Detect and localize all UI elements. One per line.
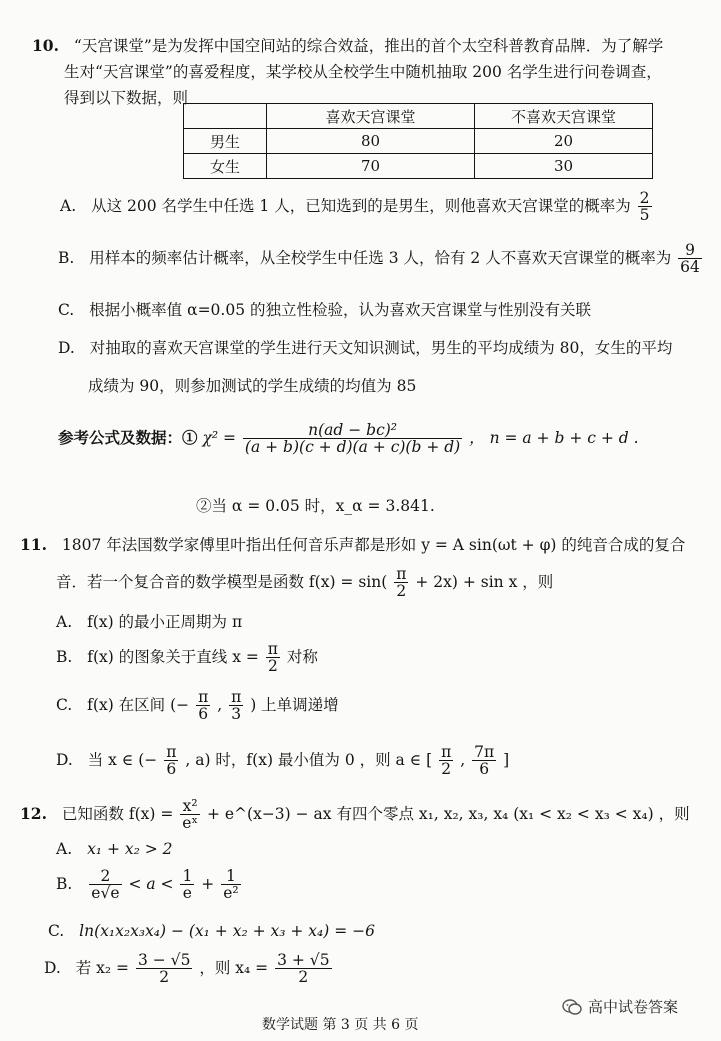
inequality: < a < <box>128 874 174 893</box>
option-text: 对抽取的喜欢天宫课堂的学生进行天文知识测试，男生的平均成绩为 80，女生的平均 <box>89 339 673 357</box>
fraction <box>266 641 280 675</box>
option-label: C. <box>48 922 65 940</box>
table-row <box>184 154 653 179</box>
denominator: 2 <box>298 968 309 987</box>
plus-sign: + <box>201 874 215 893</box>
option-label: B. <box>56 647 73 666</box>
option-text-end: 对称 <box>286 647 318 666</box>
table-header-like: 喜欢天宫课堂 <box>267 104 475 129</box>
option-text: f(x) 在区间 (− <box>87 695 190 714</box>
q10-stem-line3: 得到以下数据，则 <box>64 89 189 107</box>
q11-option-c <box>56 689 339 723</box>
comma: , <box>460 750 466 769</box>
denominator: e² <box>223 884 239 903</box>
q12-stem-a: 已知函数 f(x) = <box>61 804 174 823</box>
q11-option-a <box>56 610 242 632</box>
q10-option-c <box>58 298 591 320</box>
denominator: (a + b)(c + d)(a + c)(b + d) <box>244 438 461 457</box>
fraction <box>196 689 210 723</box>
q11-stem-b: + 2x) + sin x ，则 <box>415 572 554 591</box>
option-label: D. <box>58 339 75 357</box>
table-row <box>184 129 653 154</box>
table-cell: 30 <box>475 154 653 179</box>
numerator: x² <box>180 798 200 815</box>
option-text-mid: ，则 x₄ = <box>199 958 269 977</box>
table-cell: 女生 <box>184 154 267 179</box>
option-text: ln(x₁x₂x₃x₄) − (x₁ + x₂ + x₃ + x₄) = −6 <box>79 922 375 940</box>
numerator: 2 <box>89 868 121 885</box>
q11-option-d <box>56 744 509 778</box>
numerator: 2 <box>639 189 650 207</box>
reference-label: 参考公式及数据：① <box>58 427 198 447</box>
q11-stem-line1: 1807 年法国数学家傅里叶指出任何音乐声都是形如 y = A sin(ωt + φ) 的纯音合成的复合 <box>61 536 686 554</box>
q12-option-d <box>44 952 334 986</box>
table-header-blank <box>184 104 267 129</box>
numerator: π <box>166 743 177 761</box>
brand-name: 高中试卷答案 <box>588 998 679 1016</box>
q10-reference-formula <box>58 422 639 456</box>
q10-option-d-line1 <box>58 336 672 358</box>
q12-option-b <box>56 868 243 902</box>
numerator: 1 <box>221 868 240 885</box>
option-label: A. <box>60 196 77 215</box>
denominator: 6 <box>166 760 177 779</box>
numerator: π <box>267 640 278 658</box>
q11-stem-a: 音．若一个复合音的数学模型是函数 f(x) = sin( <box>56 572 388 591</box>
q10-option-a <box>60 190 654 224</box>
n-definition: ， n = a + b + c + d . <box>469 428 639 447</box>
option-text: 根据小概率值 α=0.05 的独立性检验，认为喜欢天宫课堂与性别没有关联 <box>89 301 591 319</box>
denominator: 3 <box>231 705 242 724</box>
comma: , <box>217 695 223 714</box>
option-text: 从这 200 名学生中任选 1 人，已知选到的是男生，则他喜欢天宫课堂的概率为 <box>91 196 631 215</box>
denominator: 64 <box>680 258 700 277</box>
option-text: 若 x₂ = <box>75 958 130 977</box>
denominator: 2 <box>159 968 170 987</box>
table-header-dislike: 不喜欢天宫课堂 <box>475 104 653 129</box>
fraction <box>439 744 453 778</box>
numerator: 1 <box>182 867 193 885</box>
option-label: B. <box>56 874 73 893</box>
option-label: D. <box>44 958 61 977</box>
numerator: 3 + √5 <box>277 951 330 969</box>
option-label: D. <box>56 750 73 769</box>
denominator: 2 <box>396 582 407 601</box>
option-label: A. <box>56 613 73 631</box>
q12-number: 12. <box>20 803 47 823</box>
numerator: π <box>396 565 407 583</box>
option-label: C. <box>58 301 75 319</box>
chi-square-fraction <box>243 422 462 456</box>
numerator: π <box>198 688 209 706</box>
table-cell: 男生 <box>184 129 267 154</box>
fraction <box>638 190 652 224</box>
table-cell: 20 <box>475 129 653 154</box>
denominator: 5 <box>639 206 650 225</box>
denominator: 6 <box>479 760 490 779</box>
numerator: π <box>441 743 452 761</box>
q12-option-a <box>56 840 173 858</box>
option-label: B. <box>58 248 75 267</box>
option-text: f(x) 的最小正周期为 π <box>87 613 243 631</box>
page-footer: 数学试题 第 3 页 共 6 页 <box>262 1017 419 1033</box>
q10-data-table <box>183 103 653 179</box>
brand-badge <box>562 996 678 1017</box>
table-cell: 80 <box>267 129 475 154</box>
q12-option-c <box>48 922 375 940</box>
denominator: 2 <box>441 760 452 779</box>
q12-stem-b: + e^(x−3) − ax 有四个零点 x₁, x₂, x₃, x₄ (x₁ < x₂ < x₃ < x₄) ，则 <box>206 804 690 823</box>
numerator: 3 − √5 <box>137 951 191 969</box>
q10-line1 <box>32 34 663 56</box>
option-text-mid: , a) 时，f(x) 最小值为 0 ，则 a ∈ [ <box>185 750 433 769</box>
chi-square-symbol: χ² = <box>202 428 236 447</box>
fraction <box>164 744 178 778</box>
option-text: x₁ + x₂ > 2 <box>87 840 173 858</box>
fraction <box>275 952 331 986</box>
option-text-end: ] <box>503 750 510 769</box>
q11-option-b <box>56 641 318 675</box>
fraction <box>472 744 496 778</box>
fraction <box>180 798 200 832</box>
q10-option-b <box>58 242 704 276</box>
denominator: e√e <box>91 884 120 903</box>
fraction <box>678 242 702 276</box>
option-text: 当 x ∈ (− <box>87 750 158 769</box>
numerator: 7π <box>474 743 495 761</box>
option-text: f(x) 的图象关于直线 x = <box>87 647 259 666</box>
wechat-icon <box>562 998 582 1016</box>
q10-number: 10. <box>32 36 59 55</box>
q10-stem-line1: “天宫课堂”是为发挥中国空间站的综合效益，推出的首个太空科普教育品牌．为了解学 <box>73 37 664 55</box>
numerator: n(ad − bc)² <box>243 422 462 439</box>
q12-line1 <box>20 798 690 832</box>
option-label: A. <box>56 840 73 858</box>
fraction <box>221 868 240 902</box>
denominator: eˣ <box>182 814 199 833</box>
table-cell: 70 <box>267 154 475 179</box>
q11-line2 <box>56 566 553 600</box>
fraction <box>89 868 121 902</box>
option-label: C. <box>56 695 73 714</box>
numerator: 9 <box>678 242 702 259</box>
q10-reference-data: ②当 α = 0.05 时，x_α = 3.841. <box>196 497 435 515</box>
denominator: 6 <box>198 705 209 724</box>
fraction <box>229 689 243 723</box>
fraction <box>180 868 194 902</box>
q11-number: 11. <box>20 535 47 554</box>
denominator: e <box>182 884 192 903</box>
denominator: 2 <box>267 657 278 676</box>
q10-stem-line2: 生对“天宫课堂”的喜爱程度，某学校从全校学生中随机抽取 200 名学生进行问卷调查， <box>64 63 662 81</box>
option-text-end: ) 上单调递增 <box>250 695 339 714</box>
fraction <box>136 952 192 986</box>
q10-option-d-line2: 成绩为 90，则参加测试的学生成绩的均值为 85 <box>88 377 417 395</box>
fraction <box>394 566 408 600</box>
q11-line1 <box>20 533 685 555</box>
option-text: 用样本的频率估计概率，从全校学生中任选 3 人，恰有 2 人不喜欢天宫课堂的概率为 <box>89 248 672 267</box>
numerator: π <box>231 688 242 706</box>
